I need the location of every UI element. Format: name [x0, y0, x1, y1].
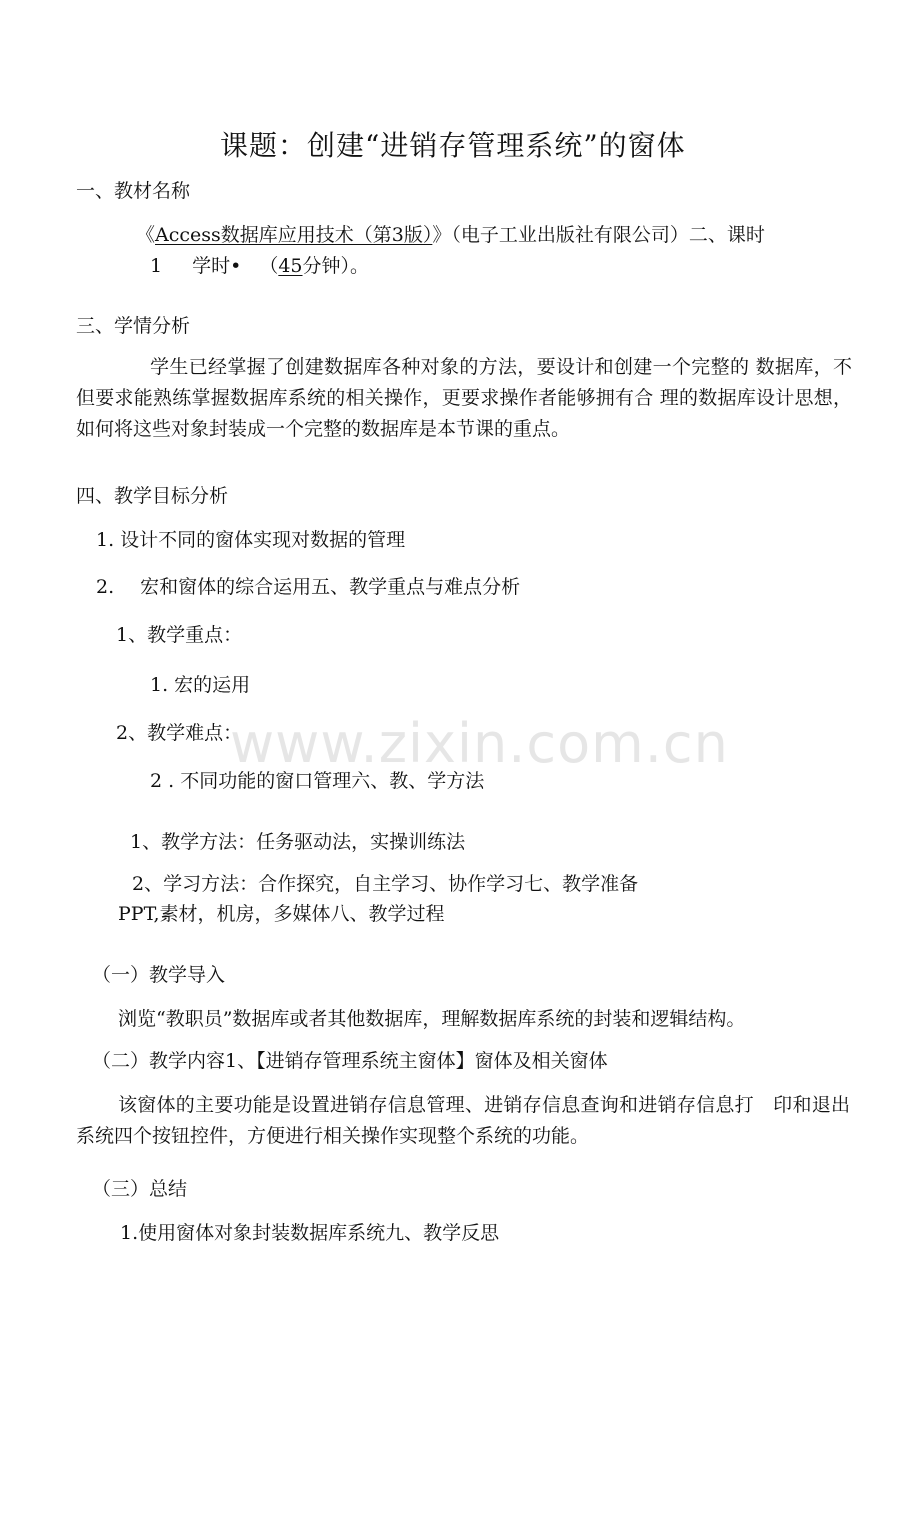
book-open-bracket: 《: [136, 224, 156, 246]
hours-line: [150, 257, 369, 276]
watermark: www.zixin.com.cn: [230, 712, 729, 775]
objective-item-2-text: 宏和窗体的综合运用五、教学重点与难点分析: [140, 576, 521, 598]
objective-item-2: [96, 578, 520, 597]
heading-objectives: 四、教学目标分析: [76, 485, 229, 507]
objective-item-2-number: 2.: [96, 576, 115, 598]
objective-item-1: 1. 设计不同的窗体实现对数据的管理: [96, 529, 406, 551]
summary-item: 1.使用窗体对象封装数据库系统九、教学反思: [120, 1222, 500, 1244]
key-points-label: 1、教学重点：: [116, 624, 243, 646]
preparation-line: PPT,素材，机房，多媒体八、教学过程: [118, 903, 445, 925]
heading-student-analysis: 三、学情分析: [76, 315, 191, 337]
minutes-open: （: [259, 255, 279, 277]
process-intro-heading: （一）教学导入: [92, 964, 226, 986]
difficulty-label: 2、教学难点：: [116, 722, 243, 744]
book-close-bracket: 》: [432, 224, 452, 246]
heading-textbook: 一、教材名称: [76, 180, 191, 202]
summary-heading: （三）总结: [92, 1178, 188, 1200]
teaching-method: 1、教学方法：任务驱动法，实操训练法: [130, 831, 466, 853]
minutes-number: 45: [278, 255, 303, 277]
difficulty-item: 2 . 不同功能的窗口管理六、教、学方法: [150, 770, 485, 792]
hours-label: 学时•: [192, 255, 242, 277]
process-content-heading: （二）教学内容1、【进销存管理系统主窗体】窗体及相关窗体: [92, 1050, 608, 1072]
student-analysis-paragraph: 学生已经掌握了创建数据库各种对象的方法，要设计和创建一个完整的 数据库，不但要求能熟练掌握数据库系统的相关操作，更要求操作者能够拥有合 理的数据库设计思想，如何将这些对象封装成一个完整的数据库是本节课的重点。: [76, 356, 852, 440]
key-point-item: 1. 宏的运用: [150, 674, 251, 696]
textbook-line: [136, 226, 765, 245]
process-content-paragraph: 该窗体的主要功能是设置进销存信息管理、进销存信息查询和进销存信息打 印和退出系统四个按钮控件，方便进行相关操作实现整个系统的功能。: [76, 1094, 850, 1147]
book-name: Access数据库应用技术（第3版）: [155, 224, 433, 246]
publisher-text: （电子工业出版社有限公司）二、课时: [451, 224, 765, 246]
hours-number: 1: [150, 255, 163, 277]
process-intro-text: 浏览“教职员”数据库或者其他数据库，理解数据库系统的封装和逻辑结构。: [118, 1008, 746, 1030]
learning-method: 2、学习方法：合作探究，自主学习、协作学习七、教学准备: [132, 873, 639, 895]
minutes-close: 分钟）。: [302, 255, 370, 277]
page-title: 课题：创建“进销存管理系统”的窗体: [220, 129, 686, 162]
